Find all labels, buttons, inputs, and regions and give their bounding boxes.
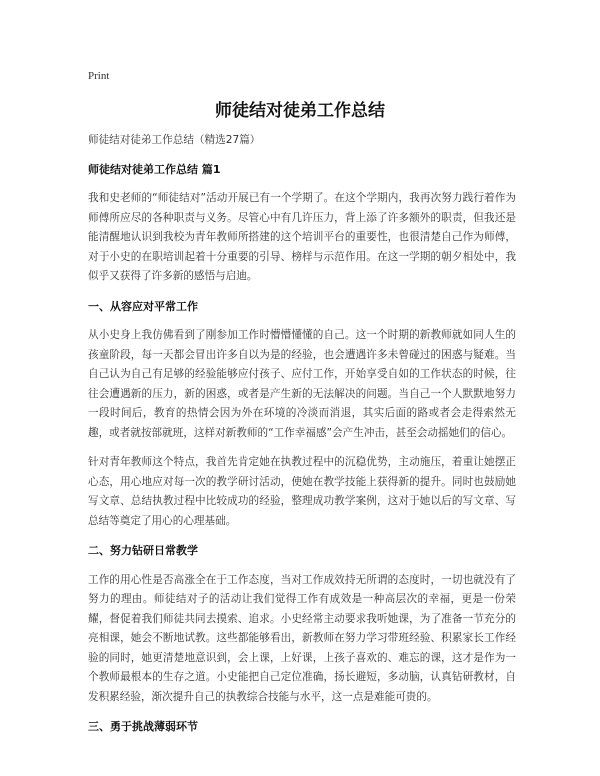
section-heading: 二、努力钻研日常教学 <box>88 544 198 557</box>
paragraph: 我和史老师的“师徒结对”活动开展已有一个学期了。在这个学期内，我再次努力践行着作为师傅所应尽的各种职责与义务。尽管心中有几许压力，背上添了许多额外的职责，但我还是能清醒地认识到我校为青年教师所搭建的这个培训平台的重要性，也很清楚自己作为师傅，对于小史的在职培训起着十分重要的引导、榜样与示范作用。在这一学期的朝夕相处中，我似乎又获得了许多新的感悟与启迪。 <box>88 192 516 282</box>
paragraph: 工作的用心性是否高涨全在于工作态度，当对工作成效持无所谓的态度时，一切也就没有了努力的理由。师徒结对子的活动让我们觉得工作有成效是一种高层次的幸福，更是一份荣耀，督促着我们师徒共同去摸索、追求。小史经常主动要求我听她课，为了准备一节充分的亮相课，她会不断地试教。这些都能够看出，新教师在努力学习带班经验、积累家长工作经验的同时，她更清楚地意识到，会上课，上好课，上孩子喜欢的、难忘的课，这才是作为一个教师最根本的生存之道。小史能把自己定位准确，扬长避短，多动脑，认真钻研教材，自发积累经验，渐次提升自己的执教综合技能与水平，这一点是难能可贵的。 <box>88 573 516 703</box>
section-heading: 师徒结对徒弟工作总结 篇1 <box>88 162 221 176</box>
section-heading: 一、从容应对平常工作 <box>88 299 198 313</box>
section-heading: 三、勇于挑战薄弱环节 <box>88 720 198 733</box>
document-body <box>88 131 516 747</box>
paragraph: 针对青年教师这个特点，我首先肯定她在执教过程中的沉稳优势，主动施压，着重让她摆正心态，用心地应对每一次的教学研讨活动，使她在教学技能上获得新的提升。同时也鼓励她写文章、总结执教过程中比较成功的经验，整理成功教学案例，这对于她以后的写文章、写总结等奠定了用心的心理基础。 <box>88 456 516 527</box>
document-subtitle: 师徒结对徒弟工作总结（精选27篇） <box>88 134 261 146</box>
document-title: 师徒结对徒弟工作总结 <box>215 101 385 121</box>
paragraph: 从小史身上我仿佛看到了刚参加工作时懵懵懂懂的自己。这一个时期的新教师就如同人生的孩童阶段，每一天都会冒出许多自以为是的经验，也会遭遇许多未曾碰过的困惑与疑难。当自己认为自己有足够的经验能够应付孩子、应付工作，开始享受自如的工作状态的时候，往往会遭遇新的压力，新的困惑，或者是产生新的无法解决的问题。当自己一个人默默地努力一段时间后，教育的热情会因为外在环境的冷淡而消退，其实后面的路或者会走得索然无趣，或者就按部就班，这样对新教师的“工作幸福感”会产生冲击，甚至会动摇她们的信心。 <box>88 329 516 439</box>
print-link[interactable]: Print <box>88 70 110 82</box>
